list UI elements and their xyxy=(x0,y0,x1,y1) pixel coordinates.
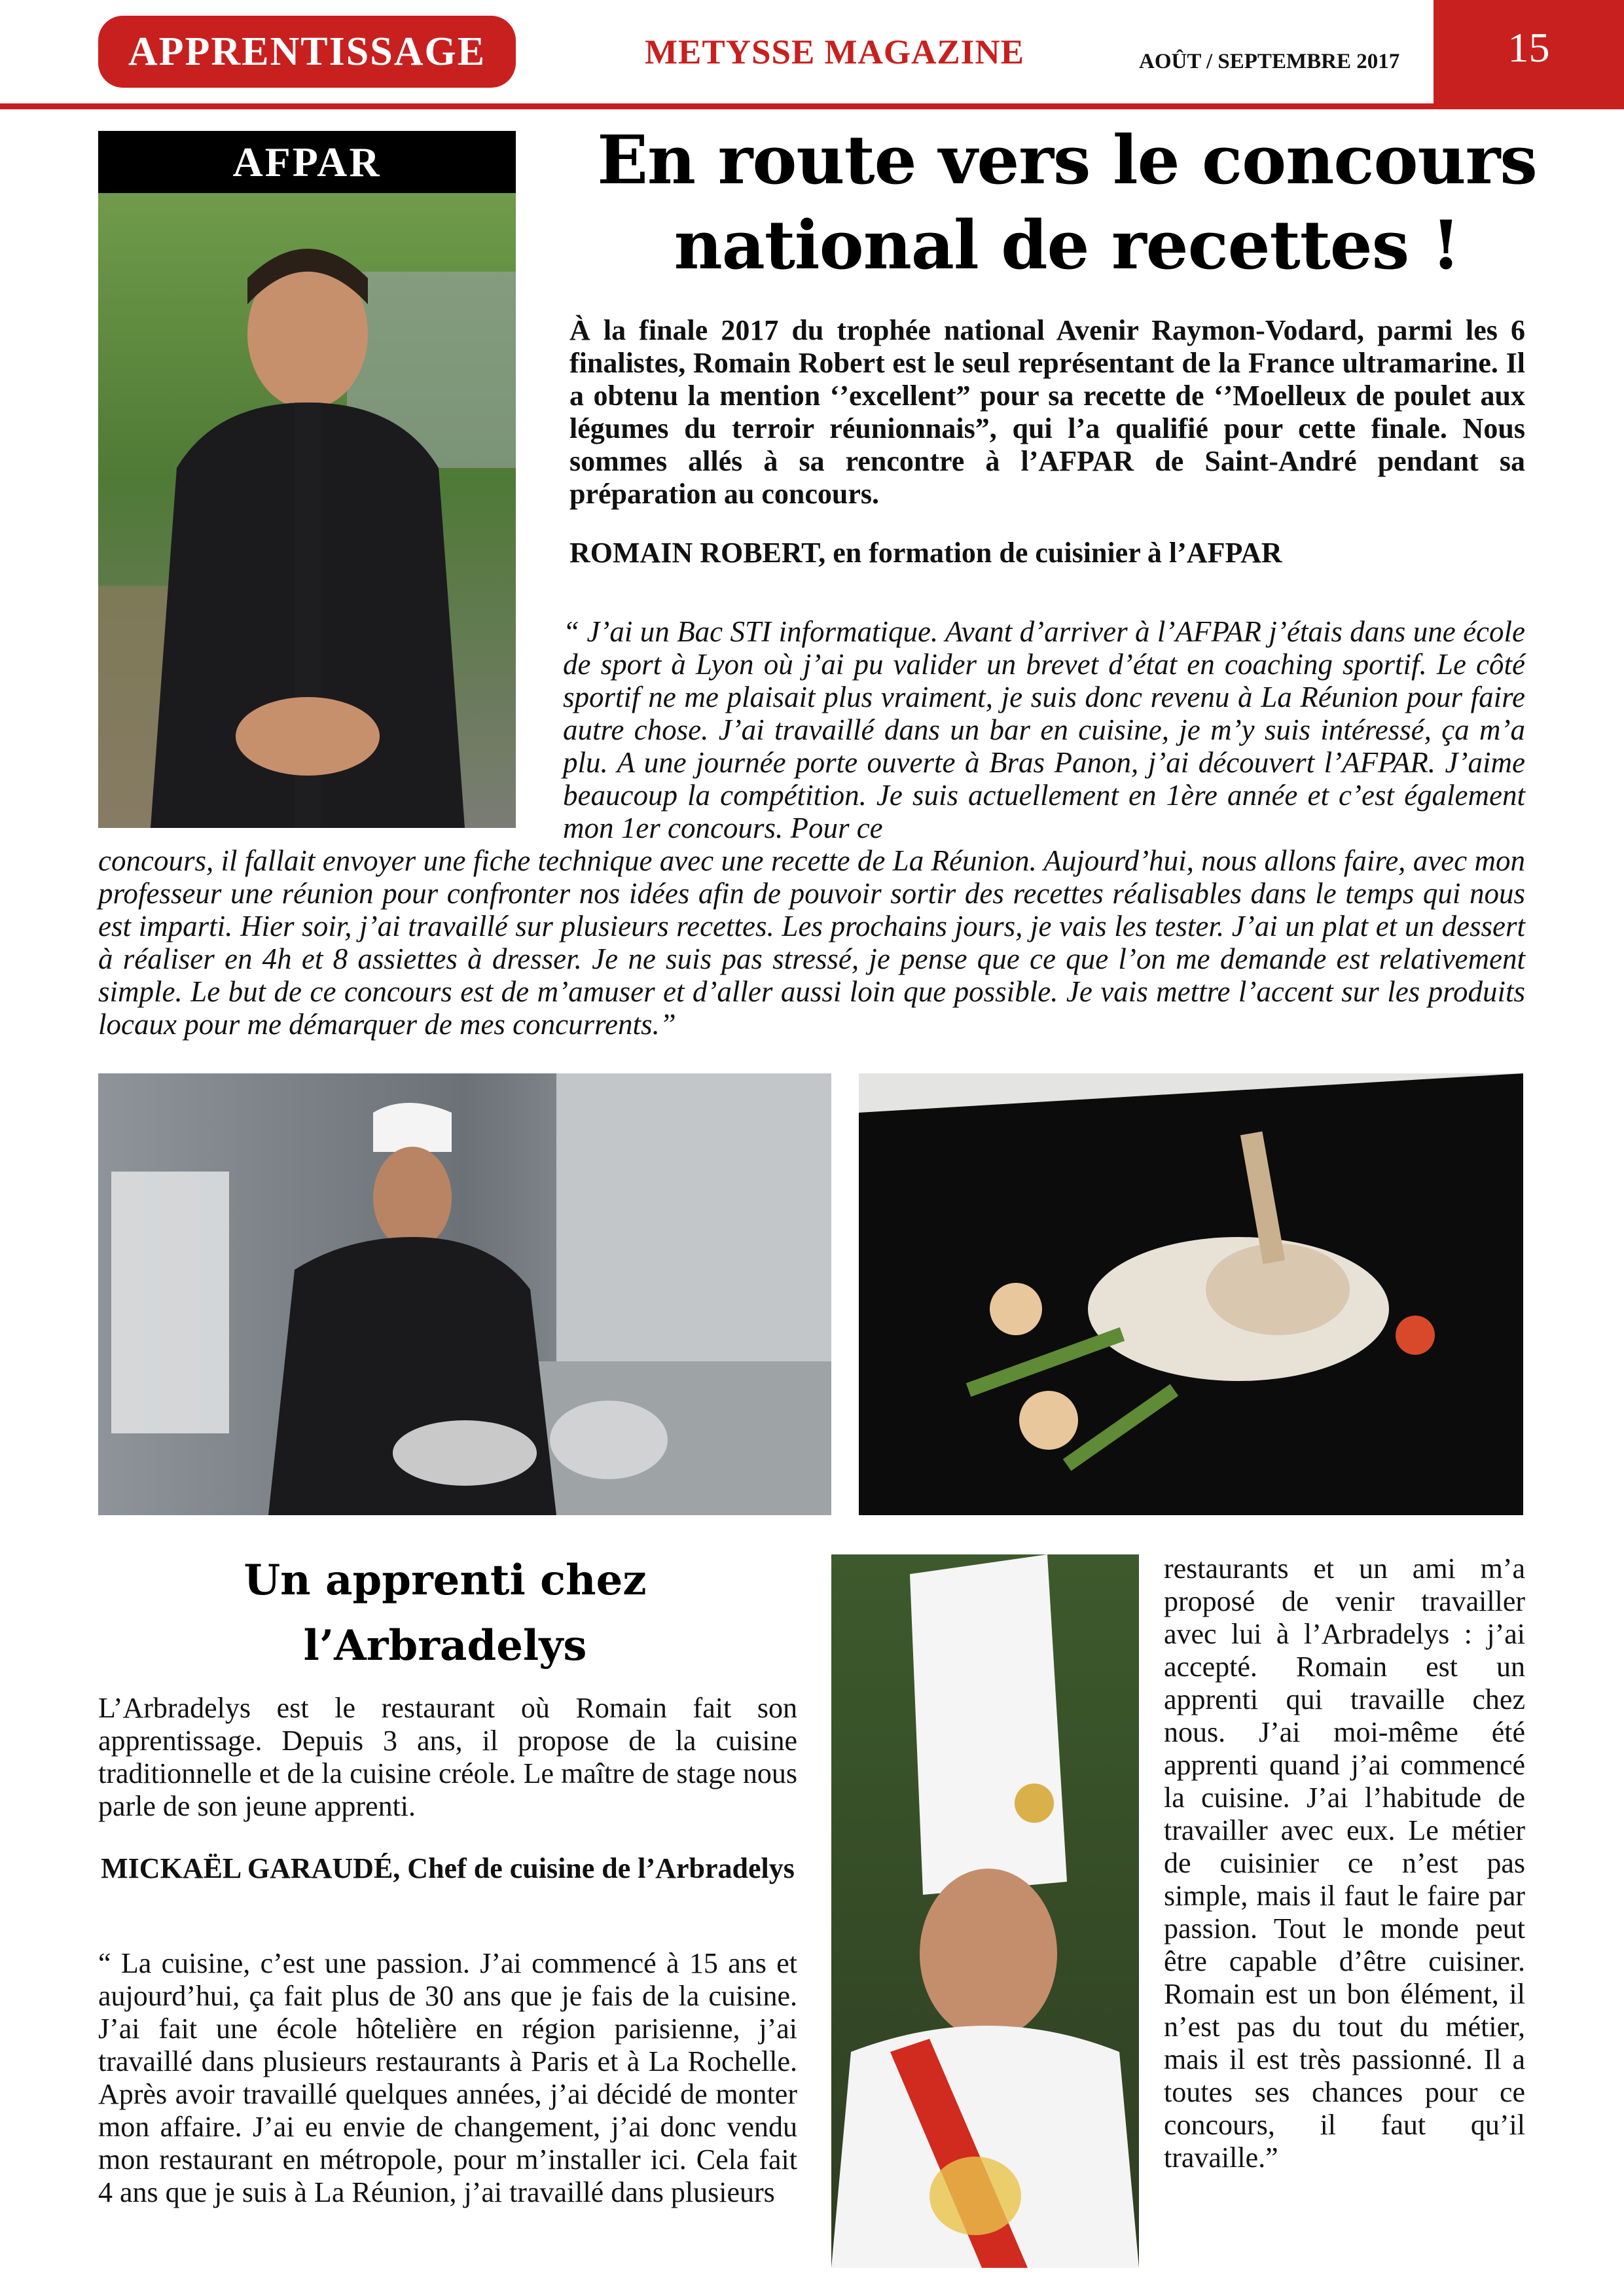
section-label: APPRENTISSAGE xyxy=(98,16,516,88)
dish-photo xyxy=(859,1073,1523,1515)
section-headline: Un apprenti chez l’Arbradelys xyxy=(244,1556,647,1670)
interview-byline: ROMAIN ROBERT, en formation de cuisinier à l’AFPAR xyxy=(569,537,1282,569)
chef-byline: MICKAËL GARAUDÉ, Chef de cuisine de l’Arbradelys xyxy=(101,1852,795,1884)
head-chef-photo xyxy=(831,1554,1139,2268)
issue-date: AOÛT / SEPTEMBRE 2017 xyxy=(1139,50,1400,73)
header-rule xyxy=(0,103,1624,109)
article-tag: AFPAR xyxy=(98,131,516,193)
interview-quote-part2: concours, il fallait envoyer une fiche technique avec une recette de La Réunion. Aujourd’hui, nous allons faire, avec mon professeur une réunion pour confronter nos idées afin de pouvoir sortir des recettes réalisables dans le temps qui nous est imparti. Hier soir, j’ai travaillé sur plusieurs recettes. Les prochains jours, je vais les tester. J’ai un plat et un dessert à réaliser en 4h et 8 assiettes à dresser. Je ne suis pas stressé, je pense que ce que l’on me demande est relativement simple. Le but de ce concours est de m’amuser et d’aller aussi loin que possible. Je vais mettre l’accent sur les produits locaux pour me démarquer de mes concurrents.” xyxy=(98,844,1525,1041)
chef-portrait-photo xyxy=(98,193,516,828)
chef-quote-part2: restaurants et un ami m’a proposé de venir travailler avec lui à l’Arbradelys : j’ai accepté. Romain est un apprenti qui travaille chez nous. J’ai moi-même été apprenti quand j’ai commencé la cuisine. J’ai l’habitude de travailler avec eux. Le métier de cuisinier ce n’est pas simple, mais il faut le faire par passion. Tout le monde peut être capable d’être cuisiner. Romain est un bon élément, il n’est pas du tout du métier, mais il est très passionné. Il a toutes ses chances pour ce concours, il faut qu’il travaille.” xyxy=(1164,1552,1525,2174)
article-headline: En route vers le concours national de recettes ! xyxy=(597,121,1537,285)
chef-quote-part1: “ La cuisine, c’est une passion. J’ai commencé à 15 ans et aujourd’hui, ça fait plus de 30 ans que je fais de la cuisine. J’ai fait une école hôtelière en région parisienne, j’ai travaillé dans plusieurs restaurants à Paris et à La Rochelle. Après avoir travaillé quelques années, j’ai décidé de monter mon affaire. J’ai eu envie de changement, j’ai donc vendu mon restaurant en métropole, pour m’installer ici. Cela fait 4 ans que je suis à La Réunion, j’ai travaillé dans plusieurs xyxy=(98,1947,797,2208)
cooking-photo xyxy=(98,1073,831,1515)
section-lead: L’Arbradelys est le restaurant où Romain fait son apprentissage. Depuis 3 ans, il propose de la cuisine traditionnelle et de la cuisine créole. Le maître de stage nous parle de son jeune apprenti. xyxy=(98,1692,797,1822)
page-number: 15 xyxy=(1434,0,1624,105)
magazine-name: METYSSE MAGAZINE xyxy=(645,33,1024,71)
interview-quote-part1: “ J’ai un Bac STI informatique. Avant d’arriver à l’AFPAR j’étais dans une école de sport à Lyon où j’ai pu valider un brevet d’état en coaching sportif. Le côté sportif ne me plaisait plus vraiment, je suis donc revenu à La Réunion pour faire autre chose. J’ai travaillé dans un bar en cuisine, je m’y suis intéressé, ça m’a plu. A une journée porte ouverte à Bras Panon, j’ai découvert l’AFPAR. J’aime beaucoup la compétition. Je suis actuellement en 1ère année et c’est également mon 1er concours. Pour ce xyxy=(563,615,1525,844)
article-intro: À la finale 2017 du trophée national Avenir Raymon-Vodard, parmi les 6 finalistes, Romain Robert est le seul représentant de la France ultramarine. Il a obtenu la mention ‘’excellent” pour sa recette de ‘’Moelleux de poulet aux légumes du terroir réunionnais”, qui l’a qualifié pour cette finale. Nous sommes allés à sa rencontre à l’AFPAR de Saint-André pendant sa préparation au concours. xyxy=(569,314,1525,510)
